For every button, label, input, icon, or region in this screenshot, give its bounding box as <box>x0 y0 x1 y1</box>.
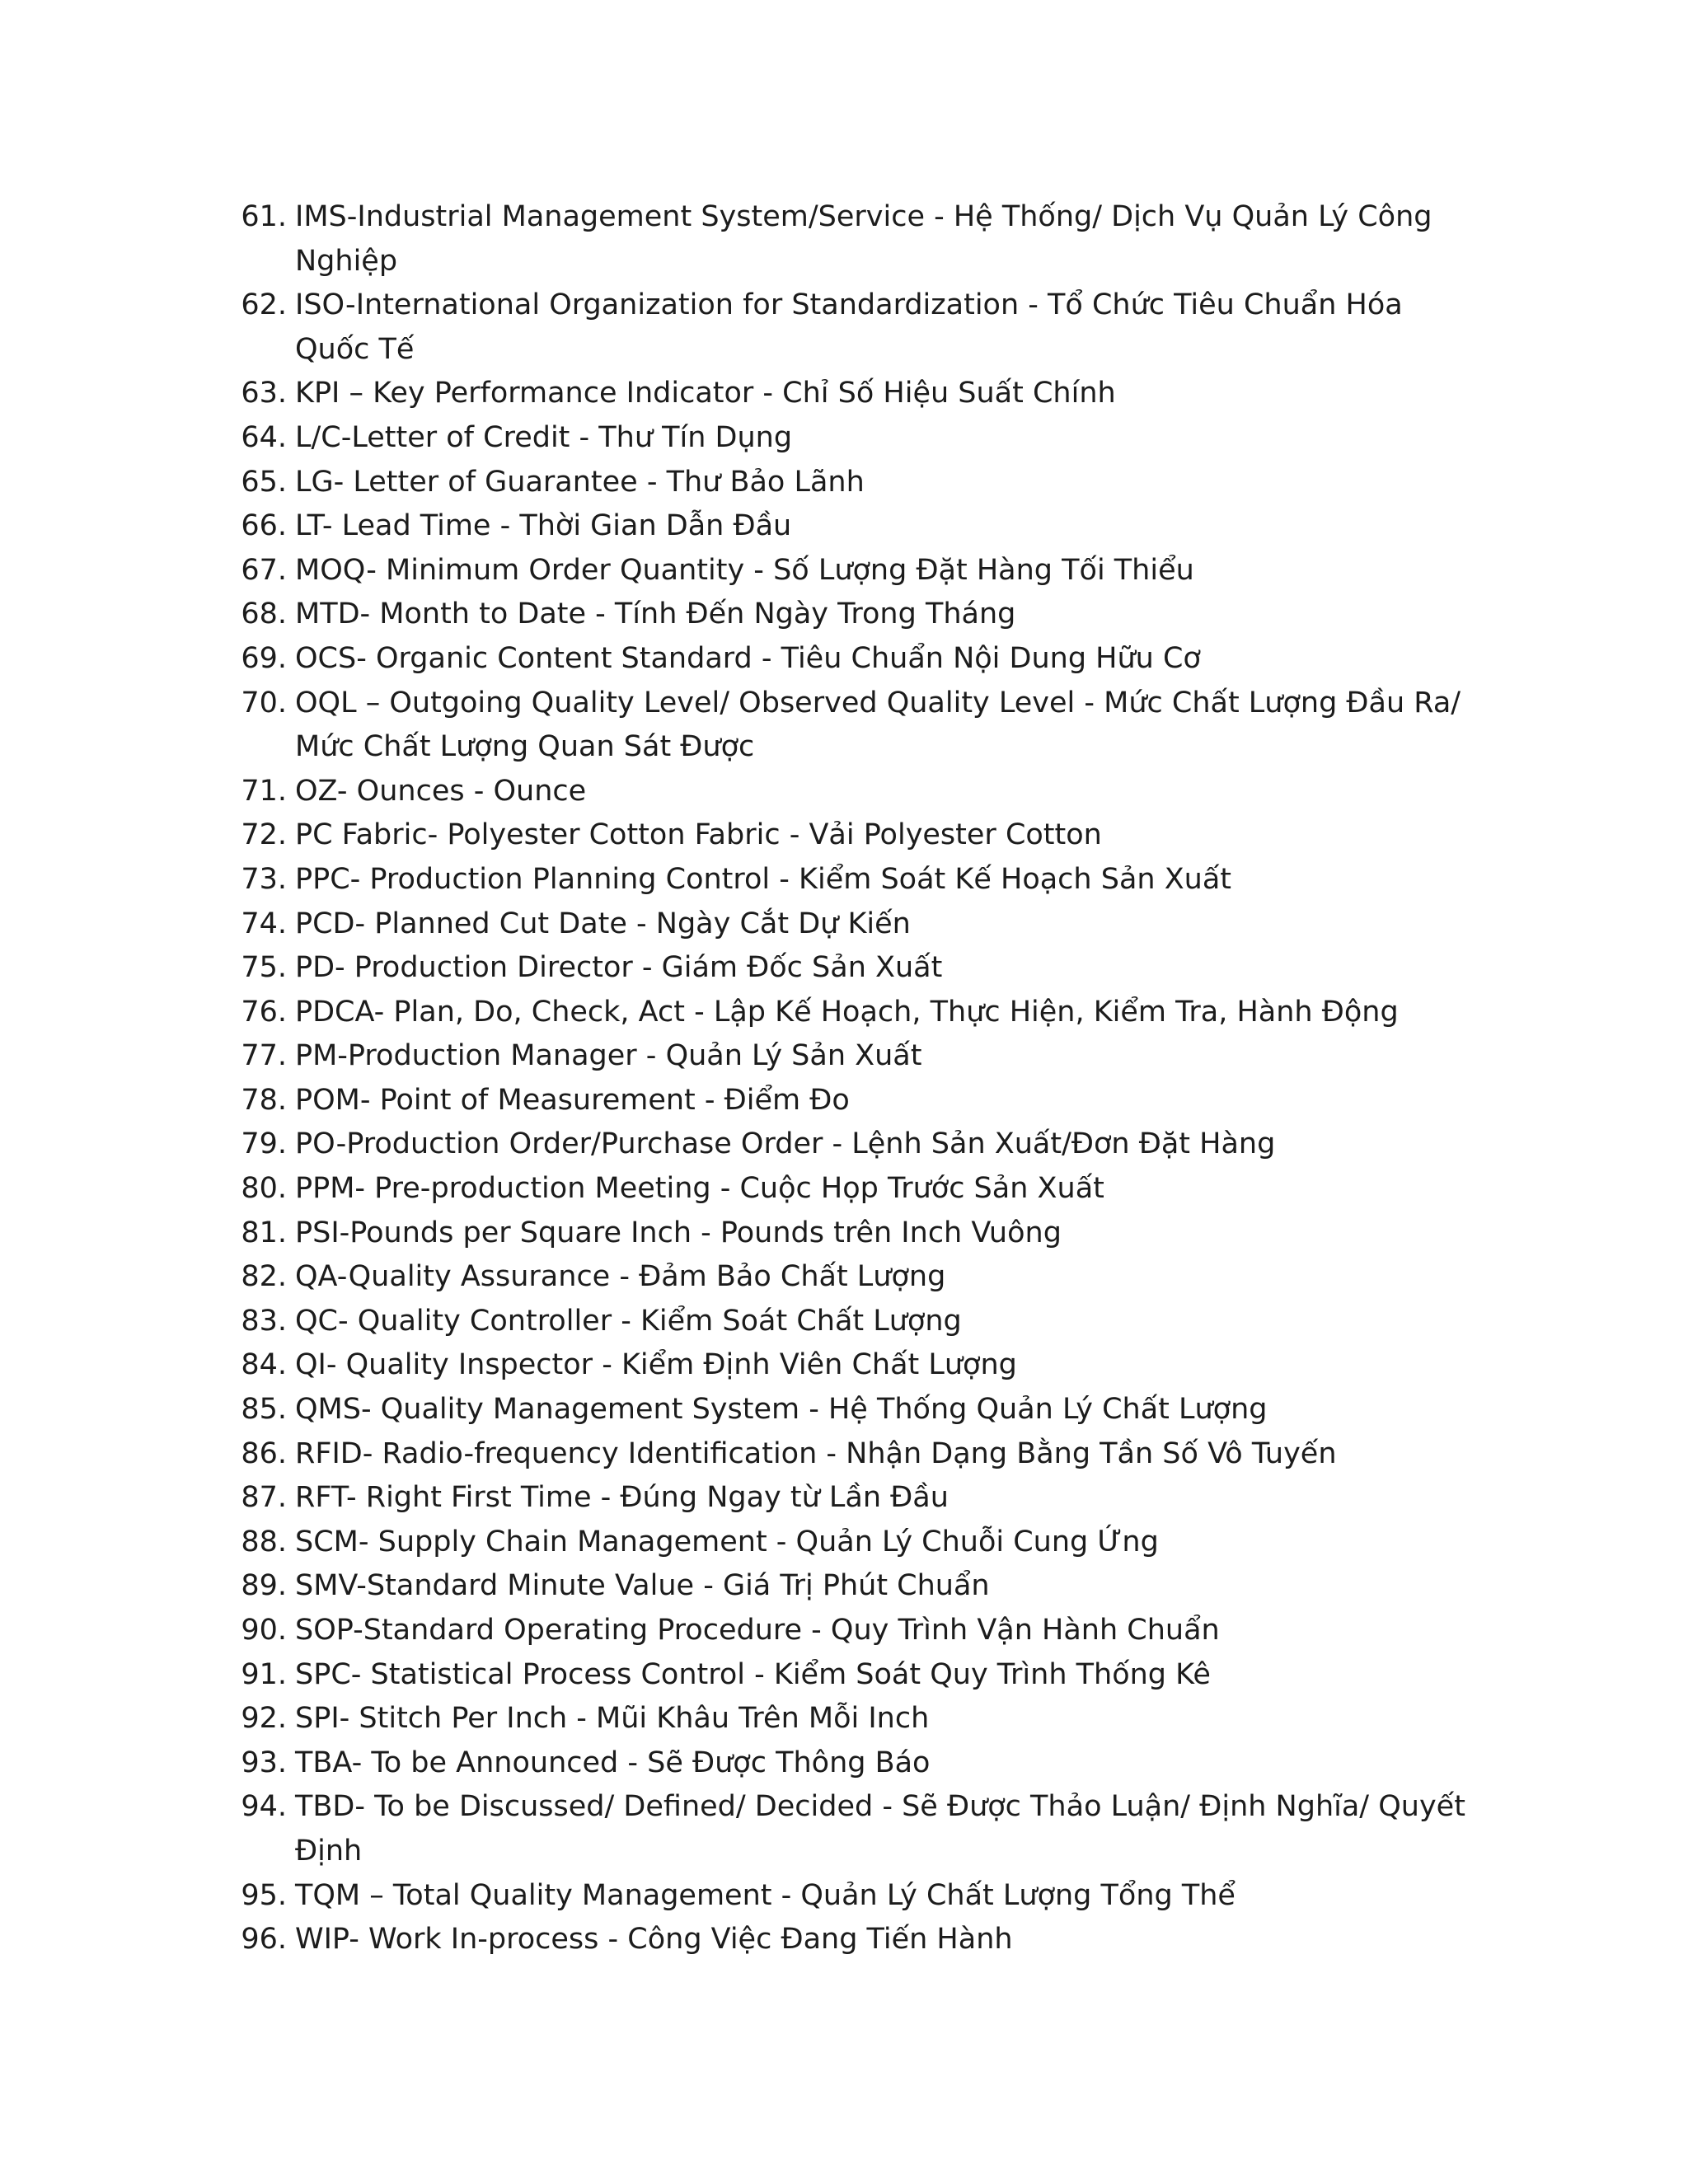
list-item-number: 88. <box>241 1525 287 1558</box>
list-item-text: PCD- Planned Cut Date - Ngày Cắt Dự Kiến <box>295 907 911 940</box>
list-item-text: IMS-Industrial Management System/Service - Hệ Thống/ Dịch Vụ Quản Lý Công Nghiệp <box>295 200 1432 278</box>
acronym-list <box>0 195 1688 1962</box>
list-item <box>0 1785 1688 1873</box>
list-item <box>0 372 1688 416</box>
list-item-number: 68. <box>241 598 287 631</box>
list-item-number: 61. <box>241 200 287 233</box>
list-item <box>0 1564 1688 1609</box>
list-item <box>0 1521 1688 1565</box>
list-item <box>0 1212 1688 1256</box>
list-item <box>0 1609 1688 1653</box>
list-item <box>0 902 1688 947</box>
list-item <box>0 682 1688 770</box>
list-item <box>0 1079 1688 1123</box>
list-item-text: PM-Production Manager - Quản Lý Sản Xuất <box>295 1039 922 1073</box>
list-item-number: 71. <box>241 774 287 808</box>
list-item-number: 96. <box>241 1923 287 1957</box>
list-item-text: TQM – Total Quality Management - Quản Lý Chất Lượng Tổng Thể <box>295 1878 1236 1912</box>
list-item <box>0 1167 1688 1212</box>
list-item-number: 91. <box>241 1657 287 1691</box>
list-item <box>0 416 1688 461</box>
list-item-number: 76. <box>241 995 287 1029</box>
list-item <box>0 637 1688 682</box>
list-item <box>0 549 1688 593</box>
list-item-text: TBD- To be Discussed/ Defined/ Decided - Sẽ Được Thảo Luận/ Định Nghĩa/ Quyết Định <box>295 1790 1465 1868</box>
list-item-number: 84. <box>241 1348 287 1382</box>
list-item-text: ISO-International Organization for Standardization - Tổ Chức Tiêu Chuẩn Hóa Quốc Tế <box>295 288 1403 366</box>
list-item-text: PSI-Pounds per Square Inch - Pounds trên Inch Vuông <box>295 1216 1062 1249</box>
list-item-number: 70. <box>241 686 287 719</box>
list-item-text: LG- Letter of Guarantee - Thư Bảo Lãnh <box>295 465 865 499</box>
list-item-text: L/C-Letter of Credit - Thư Tín Dụng <box>295 420 793 454</box>
list-item <box>0 1034 1688 1079</box>
list-item-text: PDCA- Plan, Do, Check, Act - Lập Kế Hoạch, Thực Hiện, Kiểm Tra, Hành Động <box>295 995 1399 1029</box>
list-item-text: SPC- Statistical Process Control - Kiểm Soát Quy Trình Thống Kê <box>295 1657 1211 1691</box>
list-item-text: QC- Quality Controller - Kiểm Soát Chất Lượng <box>295 1304 962 1338</box>
list-item-number: 86. <box>241 1436 287 1470</box>
list-item-text: SPI- Stitch Per Inch - Mũi Khâu Trên Mỗi Inch <box>295 1702 930 1736</box>
list-item-text: PO-Production Order/Purchase Order - Lệnh Sản Xuất/Đơn Đặt Hàng <box>295 1127 1276 1161</box>
list-item-number: 82. <box>241 1260 287 1294</box>
list-item-number: 67. <box>241 553 287 587</box>
list-item-text: RFID- Radio-frequency Identification - Nhận Dạng Bằng Tần Số Vô Tuyến <box>295 1436 1337 1470</box>
list-item <box>0 1918 1688 1962</box>
list-item-number: 83. <box>241 1304 287 1338</box>
list-item <box>0 1432 1688 1477</box>
list-item-number: 75. <box>241 951 287 985</box>
list-item <box>0 1697 1688 1741</box>
list-item <box>0 1300 1688 1344</box>
list-item-number: 78. <box>241 1083 287 1117</box>
list-item <box>0 1255 1688 1300</box>
list-item <box>0 1741 1688 1786</box>
list-item-number: 62. <box>241 288 287 322</box>
list-item-text: MOQ- Minimum Order Quantity - Số Lượng Đặt Hàng Tối Thiểu <box>295 553 1194 587</box>
list-item <box>0 1653 1688 1698</box>
list-item-number: 87. <box>241 1481 287 1515</box>
list-item <box>0 991 1688 1035</box>
list-item <box>0 1388 1688 1432</box>
list-item-number: 93. <box>241 1746 287 1779</box>
list-item-number: 90. <box>241 1614 287 1647</box>
list-item-number: 63. <box>241 377 287 410</box>
list-item-text: SCM- Supply Chain Management - Quản Lý Chuỗi Cung Ứng <box>295 1525 1159 1558</box>
list-item <box>0 1122 1688 1167</box>
list-item-text: OQL – Outgoing Quality Level/ Observed Quality Level - Mức Chất Lượng Đầu Ra/ Mức Chất Lượng Quan Sát Được <box>295 686 1461 764</box>
list-item-number: 94. <box>241 1790 287 1824</box>
list-item-text: QA-Quality Assurance - Đảm Bảo Chất Lượng <box>295 1260 946 1294</box>
list-item-text: LT- Lead Time - Thời Gian Dẫn Đầu <box>295 509 792 543</box>
list-item <box>0 858 1688 902</box>
list-item <box>0 284 1688 372</box>
list-item-text: OZ- Ounces - Ounce <box>295 774 587 808</box>
list-item-text: TBA- To be Announced - Sẽ Được Thông Báo <box>295 1746 931 1779</box>
list-item-text: PD- Production Director - Giám Đốc Sản Xuất <box>295 951 943 985</box>
list-item-number: 65. <box>241 465 287 499</box>
list-item-text: OCS- Organic Content Standard - Tiêu Chuẩn Nội Dung Hữu Cơ <box>295 641 1201 675</box>
list-item-number: 92. <box>241 1702 287 1736</box>
list-item-text: QI- Quality Inspector - Kiểm Định Viên Chất Lượng <box>295 1348 1017 1382</box>
list-item <box>0 1343 1688 1388</box>
list-item <box>0 770 1688 814</box>
list-item-number: 85. <box>241 1393 287 1427</box>
list-item-text: PC Fabric- Polyester Cotton Fabric - Vải Polyester Cotton <box>295 818 1102 852</box>
list-item-text: MTD- Month to Date - Tính Đến Ngày Trong Tháng <box>295 598 1016 631</box>
list-item <box>0 1874 1688 1919</box>
list-item-text: KPI – Key Performance Indicator - Chỉ Số Hiệu Suất Chính <box>295 377 1116 410</box>
list-item-text: SOP-Standard Operating Procedure - Quy Trình Vận Hành Chuẩn <box>295 1614 1220 1647</box>
list-item-number: 64. <box>241 420 287 454</box>
list-item-number: 69. <box>241 641 287 675</box>
list-item-number: 79. <box>241 1127 287 1161</box>
list-item <box>0 946 1688 991</box>
list-item <box>0 195 1688 284</box>
list-item <box>0 593 1688 637</box>
list-item-number: 89. <box>241 1569 287 1603</box>
list-item-number: 80. <box>241 1172 287 1206</box>
list-item-number: 66. <box>241 509 287 543</box>
list-item-text: RFT- Right First Time - Đúng Ngay từ Lần Đầu <box>295 1481 949 1515</box>
list-item-number: 77. <box>241 1039 287 1073</box>
list-item <box>0 461 1688 505</box>
list-item-text: WIP- Work In-process - Công Việc Đang Tiến Hành <box>295 1923 1013 1957</box>
list-item-number: 81. <box>241 1216 287 1249</box>
list-item-number: 73. <box>241 862 287 896</box>
list-item-number: 74. <box>241 907 287 940</box>
list-item-text: POM- Point of Measurement - Điểm Đo <box>295 1083 850 1117</box>
list-item-text: QMS- Quality Management System - Hệ Thống Quản Lý Chất Lượng <box>295 1393 1268 1427</box>
list-item-number: 95. <box>241 1878 287 1912</box>
list-item <box>0 1476 1688 1521</box>
list-item <box>0 813 1688 858</box>
list-item-number: 72. <box>241 818 287 852</box>
list-item-text: SMV-Standard Minute Value - Giá Trị Phút Chuẩn <box>295 1569 990 1603</box>
list-item <box>0 504 1688 549</box>
list-item-text: PPM- Pre-production Meeting - Cuộc Họp Trước Sản Xuất <box>295 1172 1104 1206</box>
list-item-text: PPC- Production Planning Control - Kiểm Soát Kế Hoạch Sản Xuất <box>295 862 1232 896</box>
